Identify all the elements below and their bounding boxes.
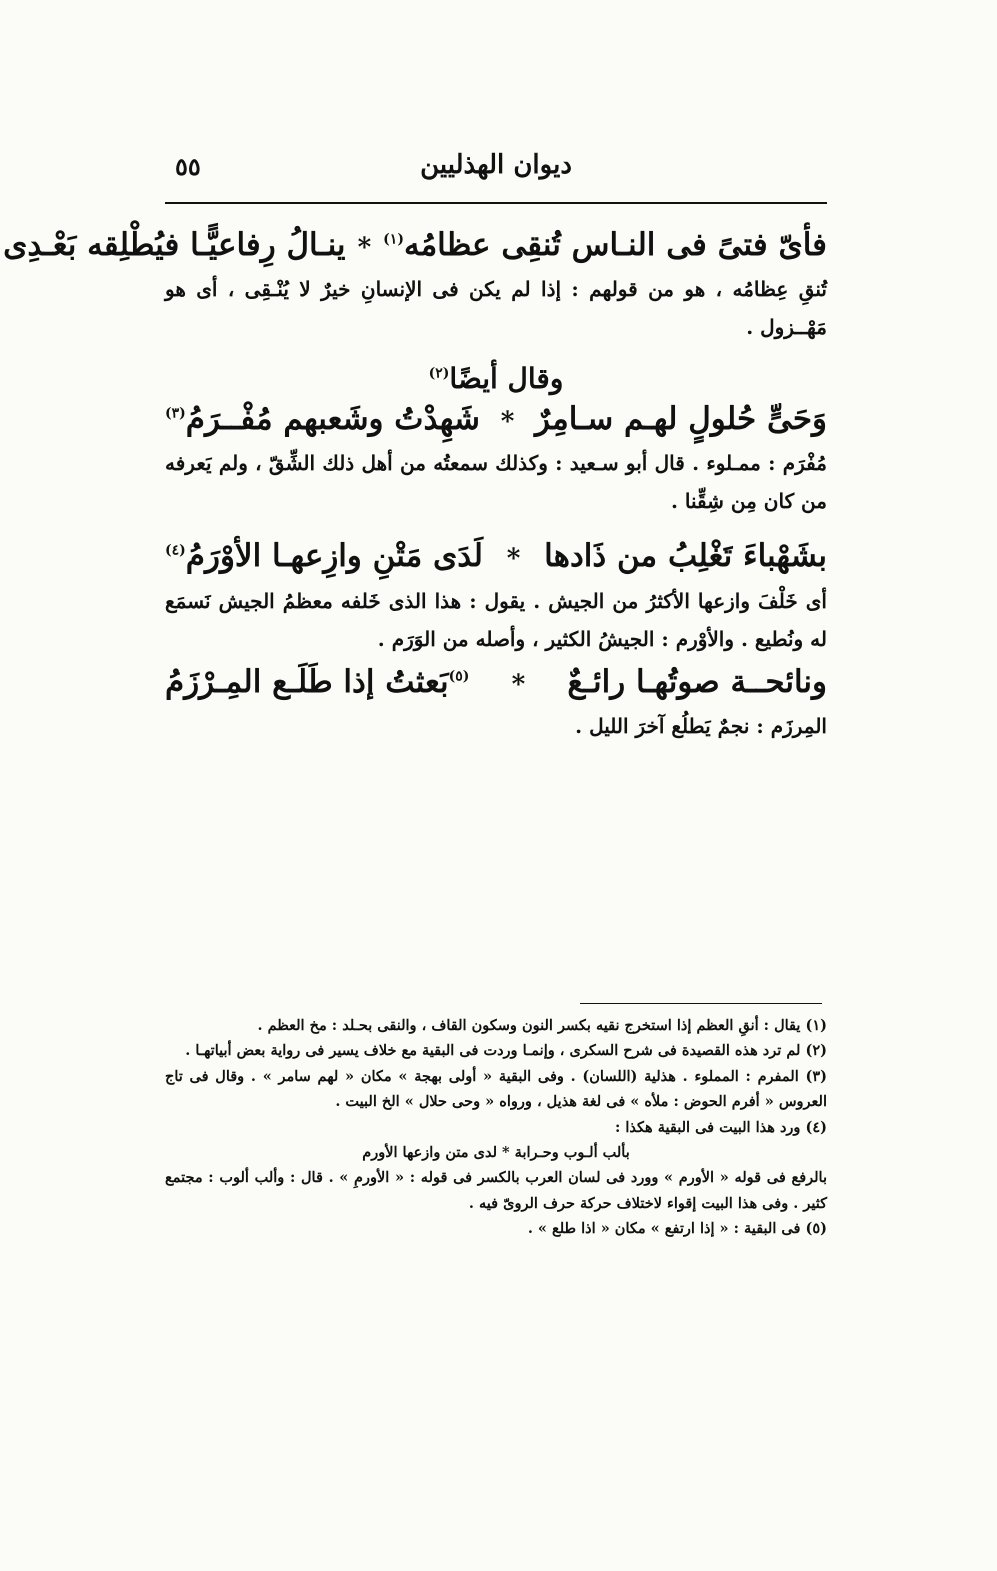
verse-hemistich: $^{(٥)}$بَعثتُ إذا طَلَـع المِـرْزَمُ <box>165 663 470 700</box>
commentary-paragraph: مُفْرَم : ممـلوء . قال أبو سـعيد : وكذلك سمعتُه من أهل ذلك الشِّقّ ، ولم يَعرفه من كان مِن شِقِّنا . <box>165 451 827 514</box>
footnote: (٤) ورد هذا البيت فى البقية هكذا : <box>614 1118 827 1136</box>
verse-line <box>165 538 827 575</box>
verse-hemistich: شَهِدْتُ وشَعبهم مُفْــرَمُ$^{(٣)}$ <box>165 401 481 438</box>
page-header <box>165 150 827 190</box>
footnote-rule <box>580 1003 822 1004</box>
footnote: (٢) لم ترد هذه القصيدة فى شرح السكرى ، وإنمـا وردت فى البقية مع خلاف يسير فى رواية بعض أبياتهـا . <box>185 1042 827 1060</box>
verse-separator: * <box>357 233 372 263</box>
header-rule <box>165 202 827 204</box>
verse-line <box>165 664 827 701</box>
verse-separator: * <box>511 669 526 700</box>
verse-hemistich: ينـالُ رِفاعيًّـا فيُطْلِقه بَعْـدِى <box>3 227 346 263</box>
verse-separator: * <box>506 544 521 575</box>
footnote: (٥) فى البقية : « إذا ارتفع » مكان « اذا طلع » . <box>527 1220 827 1237</box>
footnote-marker: (٢) <box>428 365 450 382</box>
footnote: (١) يقال : أنقِ العظم إذا استخرج نقيه بكسر النون وسكون القاف ، والنقى بحـلد : مخ العظم . <box>257 1017 827 1034</box>
footnotes <box>165 1013 827 1241</box>
verse-hemistich: ونائحــة صوتُهـا رائـعٌ <box>567 663 827 700</box>
commentary-paragraph: المِرزَم : نجمٌ يَطلُع آخرَ الليل . <box>575 713 827 738</box>
verse-line <box>165 401 827 438</box>
commentary-paragraph: تُنقِ عِظامُه ، هو من قولهم : إذا لم يكن فى الإنسانِ خيرٌ لا يُنْـقِى ، أى هو مَهْــزول . <box>165 277 827 340</box>
commentary-paragraph: أى خَلْفَ وازعها الأكثرُ من الجيش . يقول : هذا الذى خَلفه معظمُ الجيش نَسمَع له ونُطيع . والأوْرم : الجيشُ الكثير ، وأصله من الوَرَم . <box>165 588 827 651</box>
footnote-marker: (١) <box>383 231 404 248</box>
verse-hemistich: وَحَىٍّ حُلولٍ لهـم سـامِرٌ <box>535 401 827 438</box>
footnote-verse: بألب ألـوب وحـرابة * لدى متن وازعها الأورم <box>362 1143 630 1161</box>
verse-line <box>3 227 827 264</box>
footnote: (٣) المفرم : المملوء . هذلية (اللسان) . وفى البقية « أولى بهجة » مكان « لهم سامر » . وقال فى تاج العروس « أفرم الحوض : ملأه » فى لغة هذيل ، ورواه « وحى حلال » الخ البيت . <box>165 1067 827 1111</box>
verse-hemistich: لَدَى مَتْنِ وازِعهـا الأوْرَمُ$^{(٤)}$ <box>165 538 484 575</box>
page-number: ٥٥ <box>175 152 201 181</box>
verse-hemistich: بشَهْباءَ تَغْلِبُ من ذَادها <box>544 538 827 575</box>
footnote: بالرفع فى قوله « الأورم » وورد فى لسان العرب بالكسر فى قوله : « الأورمِ » . قال : وألب ألوب : مجتمع كثير . وفى هذا البيت إقواء لاختلاف حركة حرف الروىّ فيه . <box>165 1169 827 1212</box>
section-heading: وقال أيضًا$^{(٢)}$ <box>428 362 564 396</box>
footnote-marker: (٣) <box>165 405 186 422</box>
running-title: ديوان الهذليين <box>420 150 572 180</box>
verse-hemistich: فأىّ فتىً فى النـاس تُنقِى عظامُه$^{(١)}$ <box>383 227 827 263</box>
footnote-marker: (٥) <box>448 668 470 685</box>
verse-separator: * <box>500 407 515 438</box>
main-text <box>3 215 827 745</box>
footnote-marker: (٤) <box>165 543 186 560</box>
